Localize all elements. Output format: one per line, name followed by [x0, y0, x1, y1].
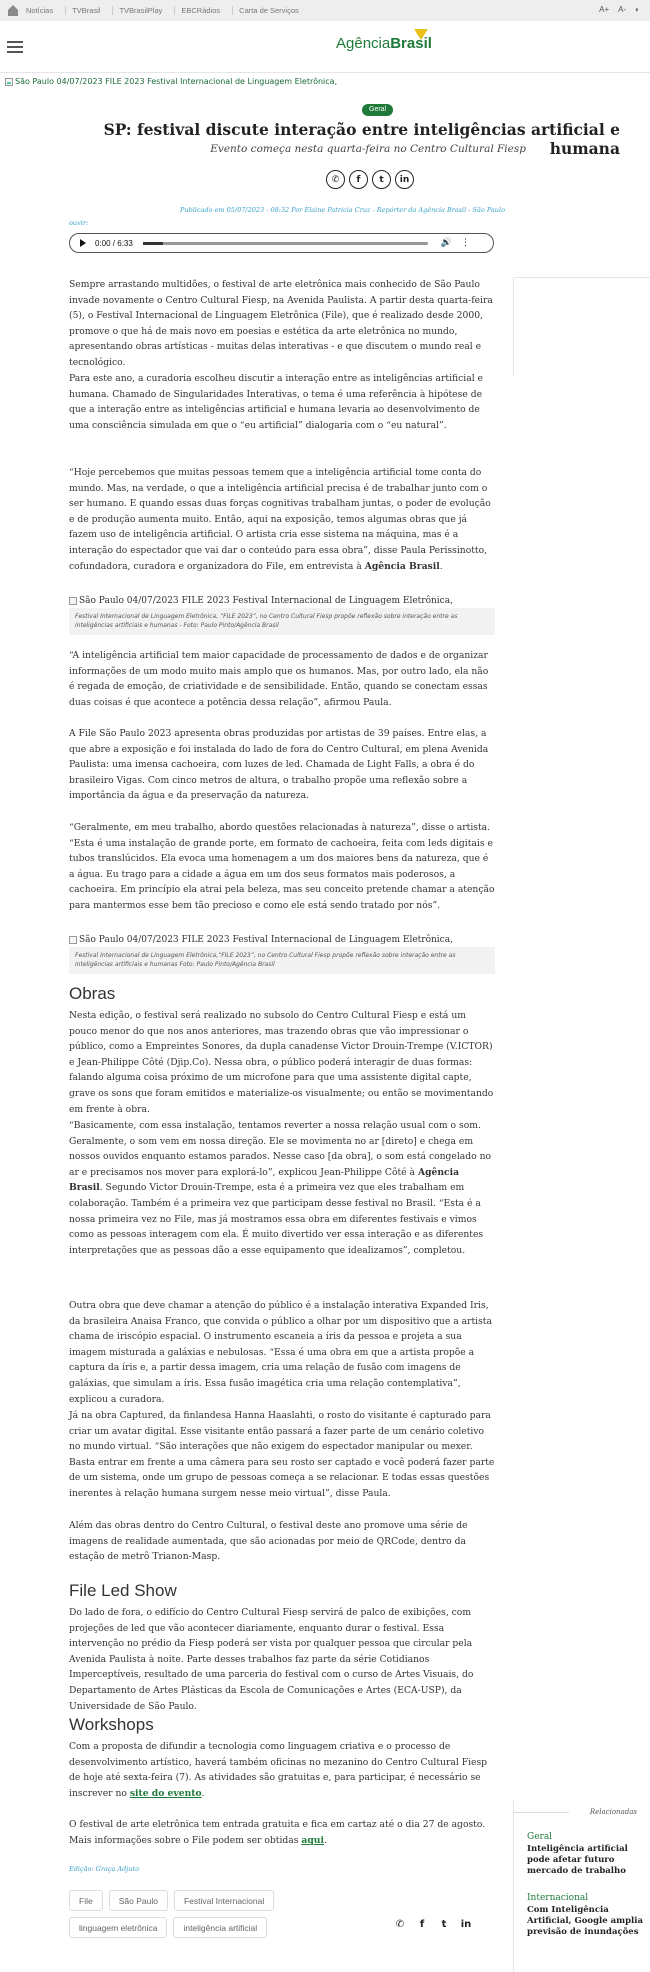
logo-text-light: Agência — [336, 35, 391, 52]
paragraph-14 — [69, 1817, 495, 1848]
twitter-icon[interactable]: t — [372, 170, 391, 189]
site-header — [0, 21, 650, 73]
paragraph-5: A File São Paulo 2023 apresenta obras produzidas por artistas de 39 países. Entre elas, a que abre a exposição e foi instalada do lado de fora do Centro Cultural, em plena Avenida Paulista: uma imensa cachoeira, com luzes de led. Chamada de Light Falls, a obra é do brasileiro Vigas. Com cinco metros de altura, o trabalho propõe uma reflexão sobre a importância da água e da preservação da natureza. — [69, 728, 489, 802]
figure-1-image — [69, 593, 495, 608]
related-title[interactable]: Inteligência artificial pode afetar futuro mercado de trabalho — [527, 1844, 628, 1876]
related-articles — [513, 1800, 650, 1972]
whatsapp-icon[interactable]: ✆ — [326, 170, 345, 189]
paragraph-3-text: “Hoje percebemos que muitas pessoas temem que a inteligência artificial tome conta do mundo. Mas, na verdade, o que a inteligência artificial precisa é de trabalhar junto com o ser humano. E quando essas duas forças cognitivas trabalham juntas, o poder de evolução e de produção aumenta muito. Então, aqui na exposição, temos algumas obras que já fazem uso de inteligência artificial. O artista cria esse sistema na máquina, mas é a interação do espectador que vai dar o conteúdo para essa obra”, disse Paula Perissinotto, cofundadora, curadora e organizadora do File, em entrevista à — [69, 467, 491, 572]
volume-icon[interactable]: 🔊 — [440, 238, 453, 248]
whatsapp-icon[interactable]: ✆ — [395, 1918, 405, 1930]
decrease-font-button[interactable]: A- — [618, 5, 627, 14]
audio-progress-bar[interactable] — [143, 242, 428, 245]
linkedin-icon[interactable]: in — [460, 1918, 472, 1930]
sidebar-ad-slot — [513, 277, 650, 377]
font-size-controls — [599, 5, 640, 14]
article-title: SP: festival discute interação entre inteligências artificial e humana — [103, 120, 620, 158]
figure-2 — [69, 932, 495, 974]
utility-bar — [0, 0, 650, 21]
article-subtitle: Evento começa nesta quarta-feira no Centro Cultural Fiesp — [210, 143, 526, 155]
site-logo[interactable] — [336, 35, 432, 52]
twitter-icon[interactable]: t — [441, 1918, 447, 1930]
tag-chip[interactable]: File — [69, 1890, 103, 1911]
heading-obras: Obras — [69, 984, 116, 1003]
broken-image-icon — [69, 936, 77, 944]
paragraph-13-end: . — [201, 1787, 205, 1799]
related-item[interactable] — [527, 1893, 650, 1938]
paragraph-6: “Geralmente, em meu trabalho, abordo questões relacionadas à natureza”, disse o artista. “Esta é uma instalação de grande porte, em formato de cachoeira, feita com leds digitais e tubos translúcidos. Ela evoca uma homenagem a um dos maiores bens da natureza, que é a água. Eu trago para a cidade a água em um dos seus formatos mais poderosos, a cachoeira. Em princípio ela atrai pela beleza, mas seu conceito pretende chamar a atenção para mantermos esse bem tão precioso e como ele está sendo tratado por nós”. — [69, 822, 495, 911]
paragraph-8 — [69, 1118, 495, 1258]
agency-name: Agência Brasil — [364, 560, 440, 572]
broken-image-icon — [5, 78, 13, 86]
paragraph-8-end: . Segundo Victor Drouin-Trempe, esta é a primeira vez que eles trabalham em colaboração. Também é a primeira vez que participam desse festival no Brasil. “Esta é a nossa primeira vez no File, mas já mostramos essa obra em diferentes festivais e vimos como as pessoas interagem com ela. É muito divertido ver essa interação e as diferentes interpretações que as pessoas dão a esse equipamento que idealizamos”, completou. — [69, 1182, 484, 1256]
audio-label: ouvir: — [69, 219, 89, 227]
related-heading: Relacionadas — [514, 1808, 650, 1816]
utility-link-carta-servicos[interactable]: Carta de Serviços — [232, 6, 299, 15]
increase-font-button[interactable]: A+ — [599, 5, 610, 14]
related-category: Geral — [527, 1832, 553, 1842]
utility-link-noticias[interactable]: Notícias — [26, 6, 54, 15]
tag-list — [69, 1890, 309, 1938]
paragraph-14-text: O festival de arte eletrônica tem entrada gratuita e fica em cartaz até o dia 27 de agosto. Mais informações sobre o File podem ser obtidas — [69, 1819, 486, 1846]
contrast-icon[interactable]: ◐ — [635, 5, 640, 14]
paragraph-4: “A inteligência artificial tem maior capacidade de processamento de dados e de organizar informações de um modo muito mais amplo que os humanos. Mas, por outro lado, ela não é regada de emoção, de criatividade e de sensibilidade. Então, quando se conectam essas duas coisas é que acontece a potência dessa relação”, afirmou Paula. — [69, 650, 489, 708]
share-bar-top — [326, 170, 414, 189]
tag-chip[interactable]: São Paulo — [109, 1890, 168, 1911]
event-site-link[interactable]: site do evento — [129, 1787, 202, 1799]
figure-1-alt: São Paulo 04/07/2023 FILE 2023 Festival Internacional de Linguagem Eletrônica, — [79, 595, 453, 606]
related-category: Internacional — [527, 1893, 589, 1903]
logo-text-bold: Brasil — [390, 35, 432, 52]
tag-chip[interactable]: Festival Internacional — [174, 1890, 274, 1911]
paragraph-9: Outra obra que deve chamar a atenção do público é a instalação interativa Expanded Iris, da brasileira Anaisa Franco, que convida o público a olhar por um dispositivo que a artista chama de iriscópio espacial. O instrumento escaneia a íris da pessoa e projeta a sua imagem misturada a galáxias e nebulosas. “Essa é uma obra em que a artista propõe a captura da íris e, a partir dessa imagem, cria uma relação de fusão com imagens de galáxias, que simulam a íris. Essa fusão imagética cria uma relação contemplativa”, explicou a curadora. — [69, 1300, 492, 1405]
paragraph-14-end: . — [323, 1834, 327, 1846]
paragraph-13 — [69, 1739, 495, 1801]
hero-image — [5, 77, 337, 86]
audio-player[interactable] — [69, 233, 494, 253]
paragraph-2: Para este ano, a curadoria escolheu discutir a interação entre as inteligências artificial e humana. Chamado de Singularidades Interativas, o tema é uma referência à hipótese de que a interação entre as inteligências artificial e humana levaria ao desenvolvimento de uma consciência simulada em que o “eu artificial” dialogaria com o “eu natural”. — [69, 373, 483, 431]
paragraph-1: Sempre arrastando multidões, o festival de arte eletrônica mais conhecido de São Paulo invade novamente o Centro Cultural Fiesp, na Avenida Paulista. A partir desta quarta-feira (5), o Festival Internacional de Linguagem Eletrônica (File), que é realizado desde 2000, promove o que há de mais novo em poesias e estética da arte eletrônica no mundo, apresentando obras artísticas - muitas delas interativas - e que discutem o mundo real e tecnológico. — [69, 279, 493, 368]
figure-1-caption: Festival Internacional de Linguagem Eletrônica, “FILE 2023”, no Centro Cultural Fiesp propõe reflexão sobre interação entre as inteligências artificiais e humanas - Foto: Paulo Pinto/Agência Brasil — [75, 613, 458, 629]
header-divider — [0, 72, 650, 73]
audio-time: 0:00 / 6:33 — [95, 238, 133, 248]
category-badge[interactable]: Geral — [362, 104, 393, 116]
heading-file-led-show: File Led Show — [69, 1581, 177, 1600]
paragraph-13-text: Com a proposta de difundir a tecnologia como linguagem criativa e o processo de desenvolvimento artístico, haverá também oficinas no mezanino do Centro Cultural Fiesp de hoje até sexta-feira (7). As atividades são gratuitas e, para participar, é necessário se inscrever no — [69, 1741, 488, 1799]
broken-image-icon — [69, 597, 77, 605]
home-icon[interactable] — [8, 6, 18, 16]
hero-image-alt: São Paulo 04/07/2023 FILE 2023 Festival Internacional de Linguagem Eletrônica, — [15, 77, 338, 86]
utility-link-ebcradios[interactable]: EBCRádios — [174, 6, 220, 15]
figure-2-alt: São Paulo 04/07/2023 FILE 2023 Festival Internacional de Linguagem Eletrônica, — [79, 934, 453, 945]
figure-1 — [69, 593, 495, 635]
logo-flag-icon — [414, 29, 428, 40]
paragraph-11: Além das obras dentro do Centro Cultural, o festival deste ano promove uma série de imagens de realidade aumentada, que são acionadas por meio de QRCode, dentro da estação de metrô Trianon-Masp. — [69, 1520, 468, 1563]
more-options-icon[interactable]: ⋮ — [461, 238, 471, 248]
tag-chip[interactable]: linguagem eletrônica — [69, 1917, 167, 1938]
share-bar-bottom — [393, 1917, 473, 1931]
editor-credit: Edição: Graça Adjuto — [69, 1865, 140, 1873]
facebook-icon[interactable]: f — [349, 170, 368, 189]
utility-nav — [26, 6, 299, 15]
paragraph-7: Nesta edição, o festival será realizado no subsolo do Centro Cultural Fiesp e está um pouco menor do que nos anos anteriores, mas trazendo obras que vão impressionar o público, como a Empreintes Sonores, da dupla canadense Victor Drouin-Trempe (V.ICTOR) e Jean-Philippe Côté (Djip.Co). Nessa obra, o público poderá interagir de duas formas: falando alguma coisa próximo de um microfone para que uma assistente digital capte, grave os sons que foram emitidos e materialize-os visualmente; ou então se movimentando em frente à obra. — [69, 1010, 494, 1115]
article-byline: Publicado em 05/07/2023 - 08:32 Por Elaine Patricia Cruz - Repórter da Agência Brasil - São Paulo — [180, 206, 505, 214]
paragraph-8-text: “Basicamente, com essa instalação, tentamos reverter a nossa relação usual com o som. Geralmente, o som vem em nossa direção. Ele se movimenta no ar [direto] e chega em nossos ouvidos enquanto estamos parados. Nesse caso [da obra], o som está congelado no ar e precisamos nos mover para explorá-lo”, explicou Jean-Philippe Côté à — [69, 1120, 492, 1178]
agency-name: Agência Brasil — [69, 1166, 460, 1194]
utility-link-tvbrasilplay[interactable]: TVBrasilPlay — [112, 6, 162, 15]
related-title[interactable]: Com Inteligência Artificial, Google amplia previsão de inundações — [527, 1905, 644, 1937]
menu-icon[interactable] — [7, 41, 23, 53]
heading-workshops: Workshops — [69, 1715, 154, 1734]
linkedin-icon[interactable]: in — [395, 170, 414, 189]
paragraph-12: Do lado de fora, o edifício do Centro Cultural Fiesp servirá de palco de exibições, com projeções de led que vão acontecer diariamente, enquanto durar o festival. Essa intervenção no prédio da Fiesp poderá ser vista por qualquer pessoa que circular pela Avenida Paulista à noite. Parte desses trabalhos faz parte da série Cotidianos Imperceptíveis, resultado de uma parceria do festival com o curso de Artes Visuais, do Departamento de Artes Plásticas da Escola de Comunicações e Artes (ECA-USP), da Universidade de São Paulo. — [69, 1607, 474, 1712]
facebook-icon[interactable]: f — [419, 1918, 425, 1930]
figure-2-caption: Festival Internacional de Linguagem Eletrônica,“FILE 2023”, no Centro Cultural Fiesp propõe reflexão sobre interação entre as inteligências artificiais e humanas Foto: Paulo Pinto/Agência Brasil — [75, 952, 456, 968]
paragraph-10: Já na obra Captured, da finlandesa Hanna Haaslahti, o rosto do visitante é capturado para criar um avatar digital. Esse visitante então passará a fazer parte de um cenário coletivo no mundo virtual. “São interações que não exigem do espectador manipular ou mexer. Basta entrar em frente a uma câmera para seu rosto ser captado e você poderá fazer parte de um sistema, onde um grupo de pessoas começa a se relacionar. E todas essas questões inerentes à relação humana surgem nesse meio virtual”, disse Paula. — [69, 1410, 495, 1499]
more-info-link[interactable]: aqui — [301, 1834, 324, 1846]
utility-link-tvbrasil[interactable]: TVBrasil — [65, 6, 100, 15]
tag-chip[interactable]: inteligência artificial — [173, 1917, 267, 1938]
play-icon[interactable] — [80, 239, 86, 247]
paragraph-3-end: . — [439, 560, 443, 572]
paragraph-3 — [69, 465, 495, 574]
figure-2-image — [69, 932, 495, 947]
related-item[interactable] — [527, 1832, 650, 1877]
